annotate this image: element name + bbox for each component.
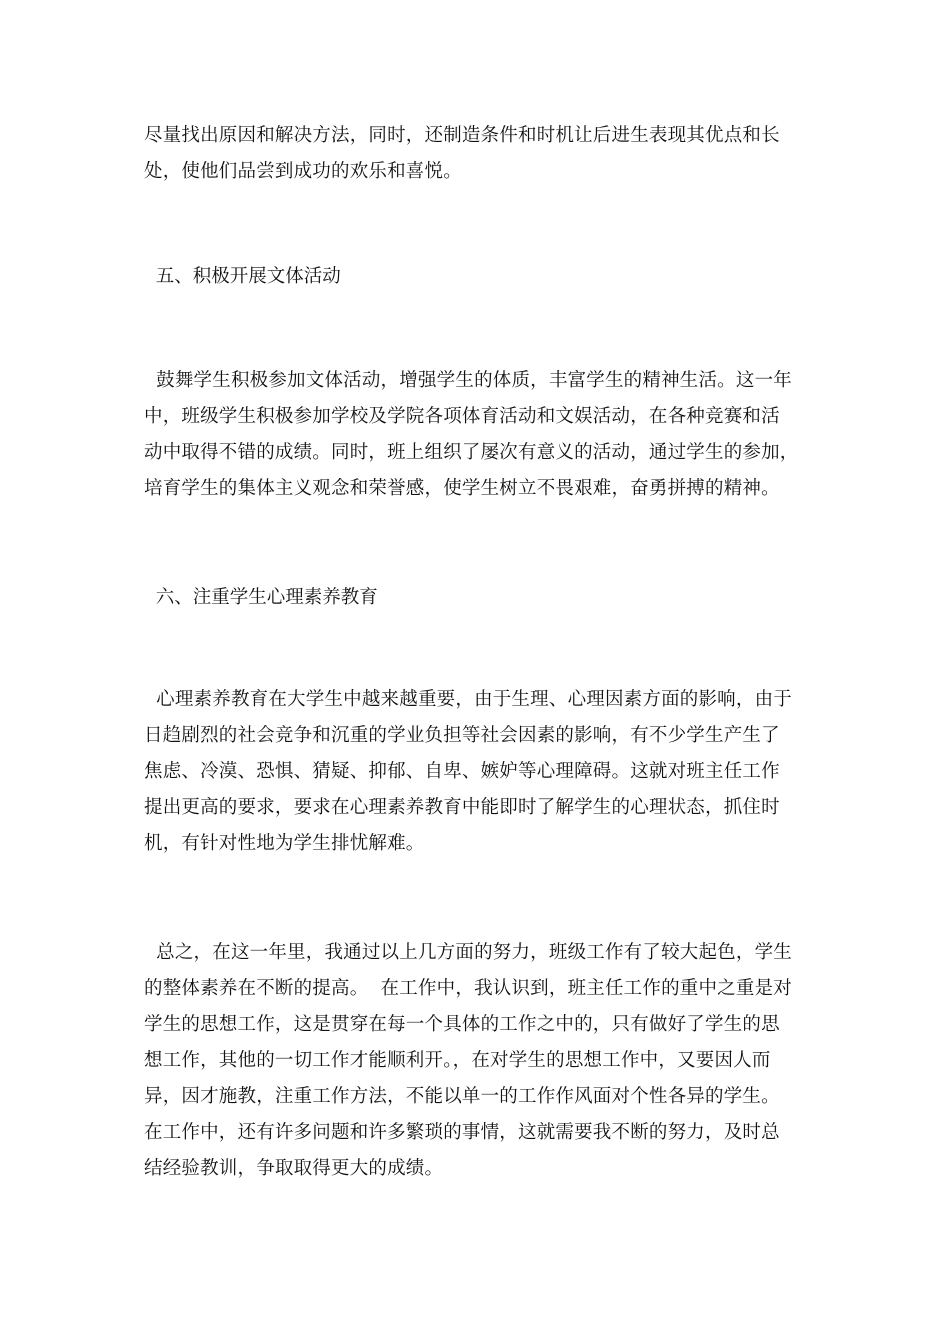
paragraph-continued — [144, 118, 808, 190]
text-line: 日趋剧烈的社会竞争和沉重的学业负担等社会因素的影响，有不少学生产生了 — [144, 725, 780, 746]
text-line: 鼓舞学生积极参加文体活动，增强学生的体质，丰富学生的精神生活。这一年 — [144, 370, 792, 391]
text-line: 想工作，其他的一切工作才能顺利开。，在对学生的思想工作中，又要因人而 — [144, 1050, 771, 1071]
section-heading-5: 五、积极开展文体活动 — [144, 266, 341, 287]
text-line: 总之，在这一年里，我通过以上几方面的努力，班级工作有了较大起色，学生 — [144, 942, 792, 963]
text-line: 动中取得不错的成绩。同时，班上组织了屡次有意义的活动，通过学生的参加， — [144, 442, 799, 463]
text-line: 结经验教训，争取取得更大的成绩。 — [144, 1158, 444, 1179]
text-line: 焦虑、冷漠、恐惧、猜疑、抑郁、自卑、嫉妒等心理障碍。这就对班主任工作 — [144, 761, 780, 782]
text-line: 处，使他们品尝到成功的欢乐和喜悦。 — [144, 161, 462, 182]
text-line: 在工作中，还有许多问题和许多繁琐的事情，这就需要我不断的努力，及时总 — [144, 1122, 780, 1143]
paragraph-section-5 — [144, 363, 808, 507]
text-line: 异，因才施教，注重工作方法，不能以单一的工作作风面对个性各异的学生。 — [144, 1086, 780, 1107]
section-heading-6: 六、注重学生心理素养教育 — [144, 587, 378, 608]
text-line: 培育学生的集体主义观念和荣誉感，使学生树立不畏艰难，奋勇拼搏的精神。 — [144, 478, 780, 499]
text-line: 中，班级学生积极参加学校及学院各项体育活动和文娱活动，在各种竞赛和活 — [144, 406, 780, 427]
text-line: 机，有针对性地为学生排忧解难。 — [144, 833, 425, 854]
text-line: 学生的思想工作，这是贯穿在每一个具体的工作之中的，只有做好了学生的思 — [144, 1014, 780, 1035]
text-line: 尽量找出原因和解决方法，同时，还制造条件和时机让后进生表现其优点和长 — [144, 125, 780, 146]
paragraph-summary — [144, 935, 808, 1187]
text-line: 提出更高的要求，要求在心理素养教育中能即时了解学生的心理状态，抓住时 — [144, 797, 780, 818]
text-line: 的整体素养在不断的提高。 在工作中，我认识到，班主任工作的重中之重是对 — [144, 978, 792, 999]
text-line: 心理素养教育在大学生中越来越重要，由于生理、心理因素方面的影响，由于 — [144, 689, 792, 710]
paragraph-section-6 — [144, 682, 808, 862]
